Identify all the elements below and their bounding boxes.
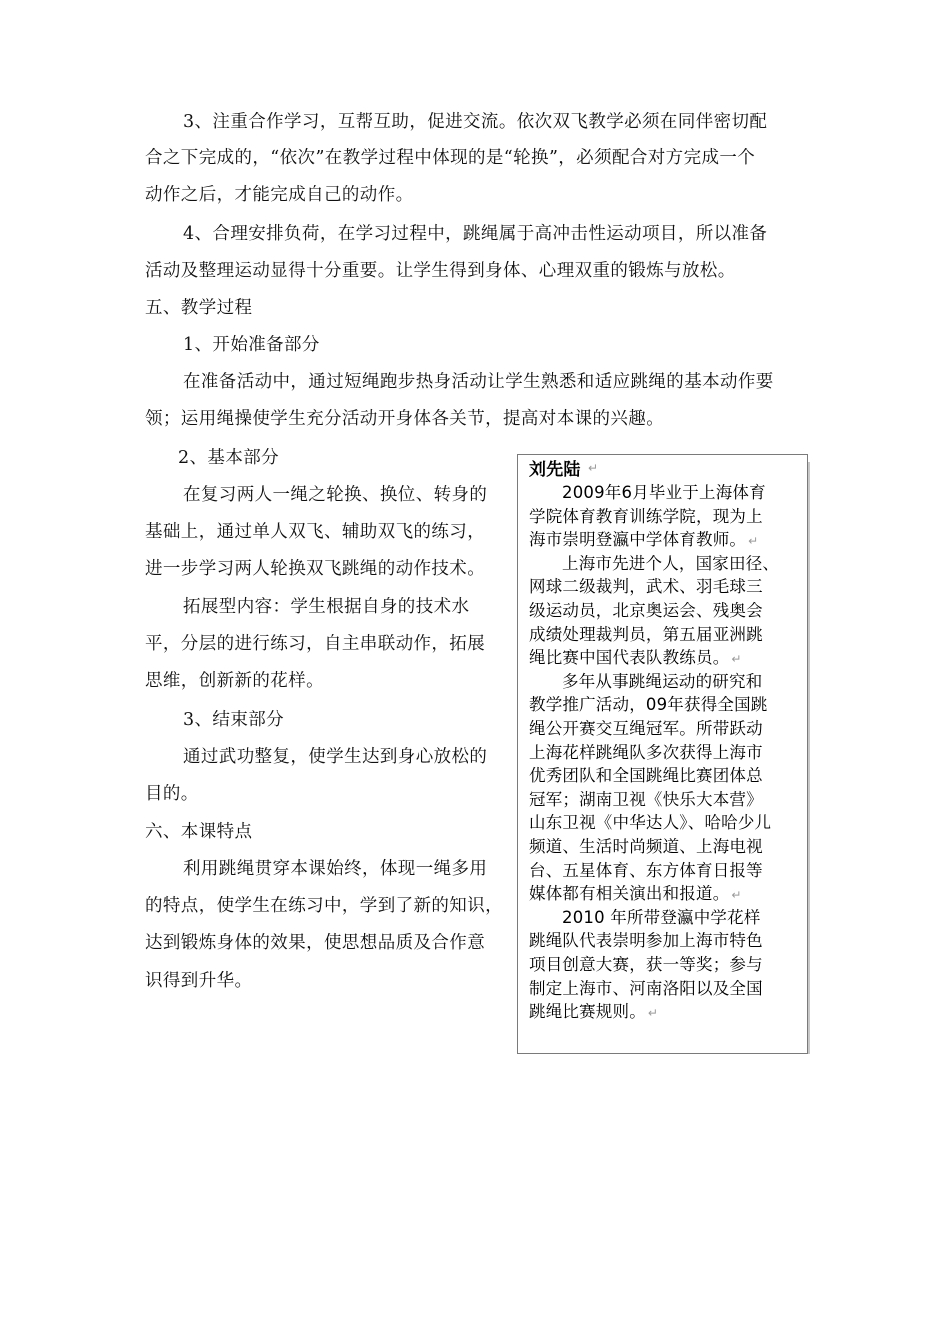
bio-line-text: 制定上海市、河南洛阳以及全国: [529, 978, 763, 998]
paragraph-mark-icon: ↵: [731, 888, 742, 903]
bio-line-text: 上海市先进个人，国家田径、: [562, 553, 780, 573]
bio-line: [529, 576, 763, 598]
bio-line-text: 绳比赛中国代表队教练员。: [529, 648, 730, 668]
bio-line-text: 频道、生活时尚频道、上海电视: [529, 837, 763, 856]
text-line: 五、教学过程: [145, 298, 253, 318]
bio-line: [529, 836, 763, 858]
bio-line: [529, 1001, 658, 1024]
paragraph-mark-icon: ↵: [748, 534, 759, 549]
bio-line: [529, 506, 763, 528]
bio-line: [529, 600, 763, 622]
bio-line-text: 级运动员，北京奥运会、残奥会: [529, 601, 763, 620]
text-line: 通过武功整复，使学生达到身心放松的: [183, 747, 488, 767]
bio-line-text: 网球二级裁判，武术、羽毛球三: [529, 577, 763, 597]
bio-line: [529, 954, 763, 976]
bio-line-text: 学院体育教育训练学院，现为上: [529, 506, 763, 526]
text-line: 活动及整理运动显得十分重要。让学生得到身体、心理双重的锻炼与放松。: [145, 261, 736, 281]
bio-line-text: 多年从事跳绳运动的研究和: [562, 671, 763, 691]
bio-line: [529, 789, 763, 811]
text-line: 2、基本部分: [178, 448, 280, 468]
bio-line-text: 优秀团队和全国跳绳比赛团体总: [529, 766, 763, 786]
bio-line: [562, 671, 762, 693]
bio-line: [562, 482, 766, 504]
bio-line: [529, 624, 763, 646]
bio-line-text: 冠军；湖南卫视《快乐大本营》: [529, 789, 763, 809]
text-line: 3、注重合作学习，互帮互助，促进交流。依次双飞教学必须在同伴密切配: [183, 112, 768, 132]
bio-line: [529, 694, 768, 716]
text-line: 4、合理安排负荷，在学习过程中，跳绳属于高冲击性运动项目，所以准备: [183, 224, 768, 244]
text-line: 3、结束部分: [183, 710, 285, 730]
bio-line: [529, 860, 763, 882]
paragraph-mark-icon: ↵: [588, 461, 599, 475]
text-line: 动作之后，才能完成自己的动作。: [145, 185, 414, 205]
bio-line: [562, 907, 761, 929]
bio-line-text: 教学推广活动，09年获得全国跳: [529, 695, 768, 715]
bio-line-text: 山东卫视《中华达人》、哈哈少儿: [529, 813, 772, 833]
bio-line-text: 海市崇明登瀛中学体育教师。: [529, 530, 747, 550]
text-line: 目的。: [145, 784, 199, 804]
bio-line: [529, 930, 763, 952]
bio-line: [529, 812, 771, 834]
paragraph-mark-icon: ↵: [647, 1006, 659, 1021]
text-line: 进一步学习两人轮换双飞跳绳的动作技术。: [145, 559, 486, 579]
text-line: 基础上，通过单人双飞、辅助双飞的练习，: [145, 522, 486, 542]
text-line: 达到锻炼身体的效果，使思想品质及合作意: [145, 933, 486, 953]
bio-line-text: 2010 年所带登瀛中学花样: [562, 907, 761, 927]
text-line: 在准备活动中，通过短绳跑步热身活动让学生熟悉和适应跳绳的基本动作要: [183, 372, 774, 392]
text-line: 的特点，使学生在练习中，学到了新的知识，: [145, 896, 503, 916]
bio-line: [529, 647, 742, 670]
bio-line: [529, 765, 763, 787]
text-line: 思维，创新新的花样。: [145, 671, 324, 691]
bio-line-text: 跳绳比赛规则。: [529, 1002, 646, 1022]
bio-line-text: 跳绳队代表崇明参加上海市特色: [529, 931, 763, 951]
text-line: 合之下完成的，“依次”在教学过程中体现的是“轮换”，必须配合对方完成一个: [145, 148, 756, 168]
bio-line: [529, 883, 742, 906]
bio-line-text: 项目创意大赛，获一等奖；参与: [529, 955, 763, 974]
bio-name: 刘先陆: [529, 460, 581, 480]
bio-line: [529, 978, 763, 1000]
text-line: 平，分层的进行练习，自主串联动作，拓展: [145, 634, 486, 654]
bio-text-box: [517, 454, 808, 1054]
bio-line: [529, 718, 763, 740]
text-line: 领；运用绳操使学生充分活动开身体各关节，提高对本课的兴趣。: [145, 409, 665, 429]
bio-line: [529, 529, 758, 552]
text-line: 识得到升华。: [145, 971, 253, 991]
bio-line-text: 媒体都有相关演出和报道。: [529, 884, 730, 904]
text-line: 在复习两人一绳之轮换、换位、转身的: [183, 485, 488, 505]
bio-line-text: 2009年6月毕业于上海体育: [562, 483, 766, 502]
text-line: 1、开始准备部分: [183, 335, 320, 355]
bio-line-text: 绳公开赛交互绳冠军。所带跃动: [529, 719, 763, 738]
bio-line-text: 上海花样跳绳队多次获得上海市: [529, 742, 763, 762]
paragraph-mark-icon: ↵: [731, 652, 742, 667]
bio-line-text: 成绩处理裁判员，第五届亚洲跳: [529, 624, 763, 644]
bio-line: [562, 553, 779, 575]
text-line: 六、本课特点: [145, 822, 253, 842]
bio-line: [529, 742, 763, 764]
text-line: 拓展型内容：学生根据自身的技术水: [183, 597, 470, 617]
text-line: 利用跳绳贯穿本课始终，体现一绳多用: [183, 859, 488, 879]
bio-line-text: 台、五星体育、东方体育日报等: [529, 860, 763, 880]
